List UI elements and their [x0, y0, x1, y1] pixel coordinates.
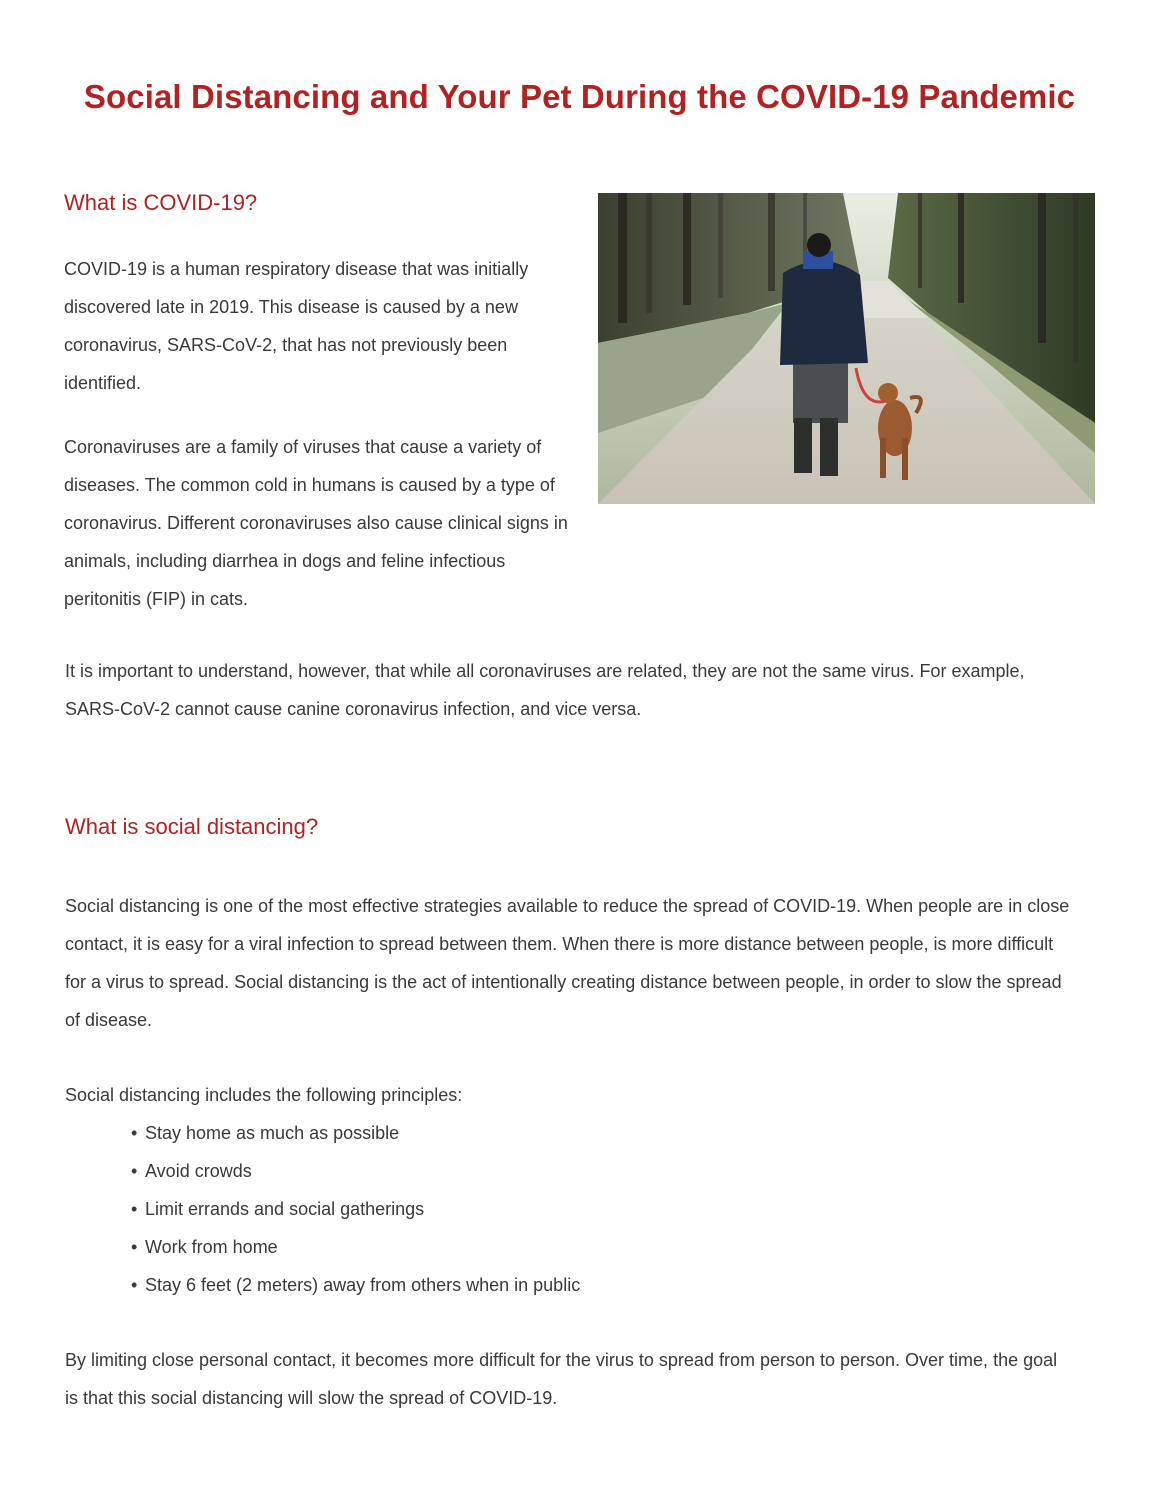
- bullet-marker: •: [131, 1161, 138, 1181]
- list-item-text: Avoid crowds: [145, 1161, 252, 1181]
- covid-definition-paragraph: COVID-19 is a human respiratory disease that was initially discovered late in 2019. This disease is caused by a new coronavirus, SARS-CoV-2, that has not previously been identified.: [64, 259, 529, 393]
- list-item: [131, 1266, 580, 1304]
- list-item: [131, 1114, 580, 1152]
- list-item-text: Work from home: [145, 1237, 278, 1257]
- coronaviruses-paragraph: Coronaviruses are a family of viruses that cause a variety of diseases. The common cold in humans is caused by a type of coronavirus. Different coronaviruses also cause clinical signs in animals, including diarrhea in dogs and feline infectious peritonitis (FIP) in cats.: [64, 437, 568, 609]
- section-heading-social-distancing: What is social distancing?: [65, 814, 319, 839]
- person-walking-dog-photo: [598, 193, 1095, 504]
- list-item: [131, 1152, 580, 1190]
- list-item-text: Limit errands and social gatherings: [145, 1199, 425, 1219]
- bullet-marker: •: [131, 1123, 138, 1143]
- bullet-marker: •: [131, 1237, 138, 1257]
- list-item: [131, 1190, 580, 1228]
- social-distancing-definition-paragraph: Social distancing is one of the most effective strategies available to reduce the spread of COVID-19. When people are in close contact, it is easy for a viral infection to spread between them. When there is more distance between people, is more difficult for a virus to spread. Social distancing is the act of intentionally creating distance between people, in order to slow the spread of disease.: [65, 896, 1070, 1030]
- bullet-marker: •: [131, 1199, 138, 1219]
- coronaviruses-related-paragraph: It is important to understand, however, that while all coronaviruses are related, they are not the same virus. For example, SARS-CoV-2 cannot cause canine coronavirus infection, and vice versa.: [65, 661, 1025, 719]
- list-item-text: Stay home as much as possible: [145, 1123, 400, 1143]
- closing-paragraph: By limiting close personal contact, it becomes more difficult for the virus to spread from person to person. Over time, the goal is that this social distancing will slow the spread of COVID-19.: [65, 1350, 1058, 1408]
- bullet-marker: •: [131, 1275, 138, 1295]
- section-heading-covid: What is COVID-19?: [64, 190, 258, 215]
- principles-list: [131, 1114, 580, 1304]
- page-title: Social Distancing and Your Pet During the COVID-19 Pandemic: [83, 78, 1076, 115]
- principles-intro: Social distancing includes the following principles:: [65, 1085, 463, 1105]
- list-item-text: Stay 6 feet (2 meters) away from others when in public: [145, 1275, 581, 1295]
- list-item: [131, 1228, 580, 1266]
